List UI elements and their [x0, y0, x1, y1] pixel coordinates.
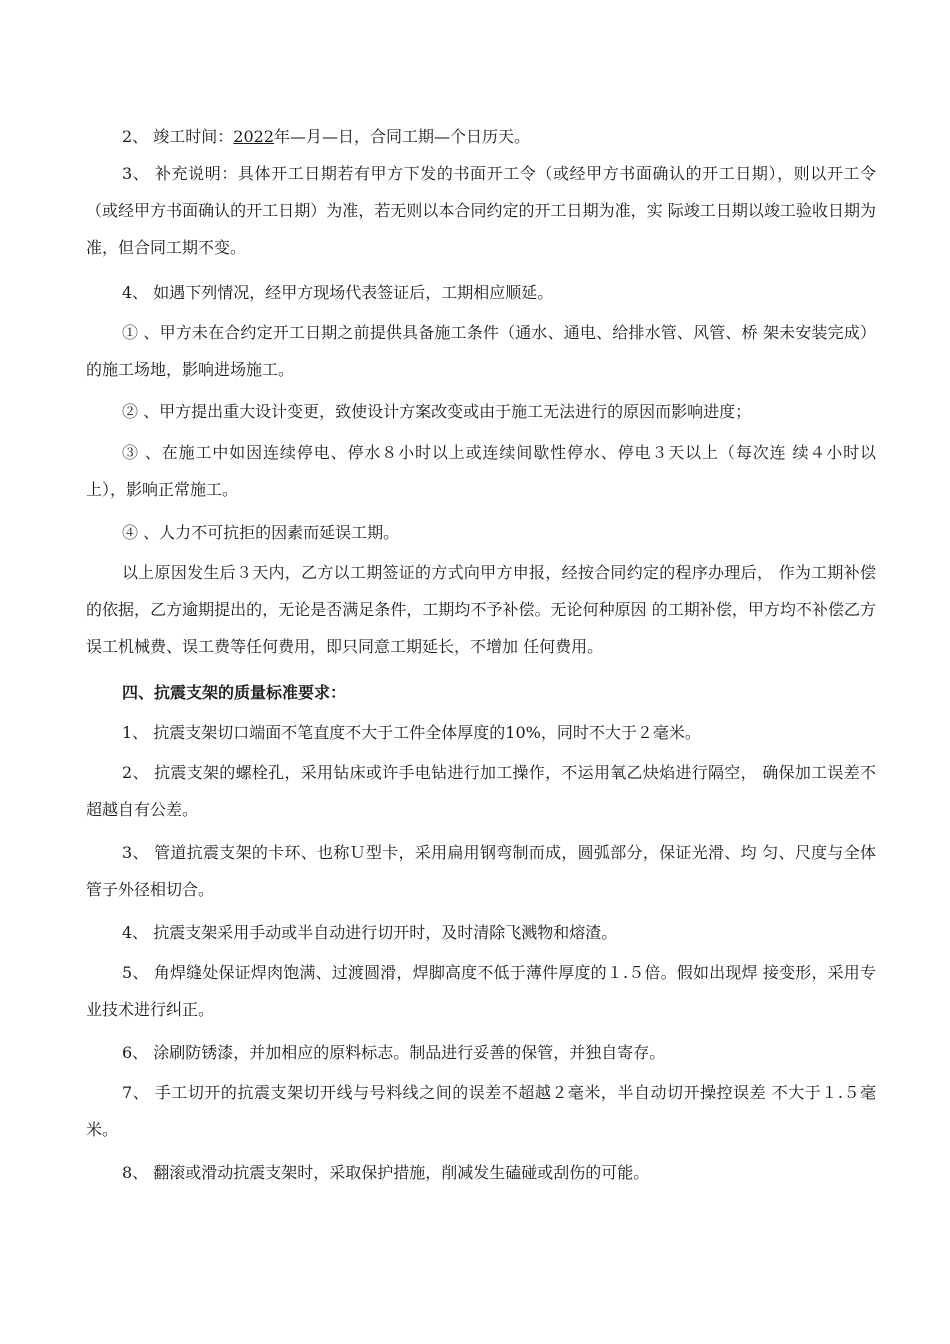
- completion-time-label: 2、 竣工时间：: [122, 127, 234, 146]
- paragraph-condition-3: ③ 、在施工中如因连续停电、停水８小时以上或连续间歇性停水、停电３天以上（每次连 续４小时以上），影响正常施工。: [86, 443, 876, 499]
- paragraph-condition-1: ① 、甲方未在合约定开工日期之前提供具备施工条件（通水、通电、给排水管、风管、桥 架未安装完成）的施工场地，影响进场施工。: [86, 323, 876, 379]
- paragraph-condition-2: ② 、甲方提出重大设计变更，致使设计方案改变或由于施工无法进行的原因而影响进度；: [122, 402, 752, 421]
- section-heading-quality-standards: 四、抗震支架的质量标准要求：: [122, 683, 347, 702]
- completion-time-suffix: 年—月—日，合同工期—个日历天。: [274, 127, 531, 146]
- paragraph-completion-time: [86, 118, 876, 155]
- quality-item-2: 2、 抗震支架的螺栓孔，采用钻床或许手电钻进行加工操作，不运用氧乙炔焰进行隔空， 确保加工误差不超越自有公差。: [86, 763, 876, 819]
- quality-item-4: 4、 抗震支架采用手动或半自动进行切开时，及时清除飞溅物和熔渣。: [122, 923, 618, 942]
- paragraph-compensation: 以上原因发生后３天内，乙方以工期签证的方式向甲方申报，经按合同约定的程序办理后， 作为工期补偿的依据，乙方逾期提出的，无论是否满足条件，工期均不予补偿。无论何种原因 的工期补偿，甲方均不补偿乙方误工机械费、误工费等任何费用，即只同意工期延长，不增加 任何费用。: [86, 563, 876, 656]
- paragraph-supplement: 3、 补充说明：具体开工日期若有甲方下发的书面开工令（或经甲方书面确认的开工日期），则以开工令（或经甲方书面确认的开工日期）为准，若无则以本合同约定的开工日期为准，实 际竣工日期以竣工验收日期为准，但合同工期不变。: [86, 164, 876, 257]
- quality-item-8: 8、 翻滚或滑动抗震支架时，采取保护措施，削减发生磕碰或刮伤的可能。: [122, 1163, 650, 1182]
- paragraph-extension-conditions: 4、 如遇下列情况，经甲方现场代表签证后，工期相应顺延。: [122, 283, 554, 302]
- quality-item-7: 7、 手工切开的抗震支架切开线与号料线之间的误差不超越２毫米，半自动切开操控误差 不大于１.５毫米。: [86, 1083, 876, 1139]
- quality-item-3: 3、 管道抗震支架的卡环、也称Ｕ型卡，采用扁用钢弯制而成，圆弧部分，保证光滑、均 匀、尺度与全体管子外径相切合。: [86, 843, 876, 899]
- quality-item-6: 6、 涂刷防锈漆，并加相应的原料标志。制品进行妥善的保管，并独自寄存。: [122, 1043, 666, 1062]
- quality-item-5: 5、 角焊缝处保证焊肉饱满、过渡圆滑，焊脚高度不低于薄件厚度的１.５倍。假如出现焊 接变形，采用专业技术进行纠正。: [86, 963, 876, 1019]
- paragraph-condition-4: ④ 、人力不可抗拒的因素而延误工期。: [122, 523, 400, 542]
- completion-year: 2022: [233, 127, 274, 146]
- quality-item-1: 1、 抗震支架切口端面不笔直度不大于工件全体厚度的10%，同时不大于２毫米。: [122, 723, 701, 742]
